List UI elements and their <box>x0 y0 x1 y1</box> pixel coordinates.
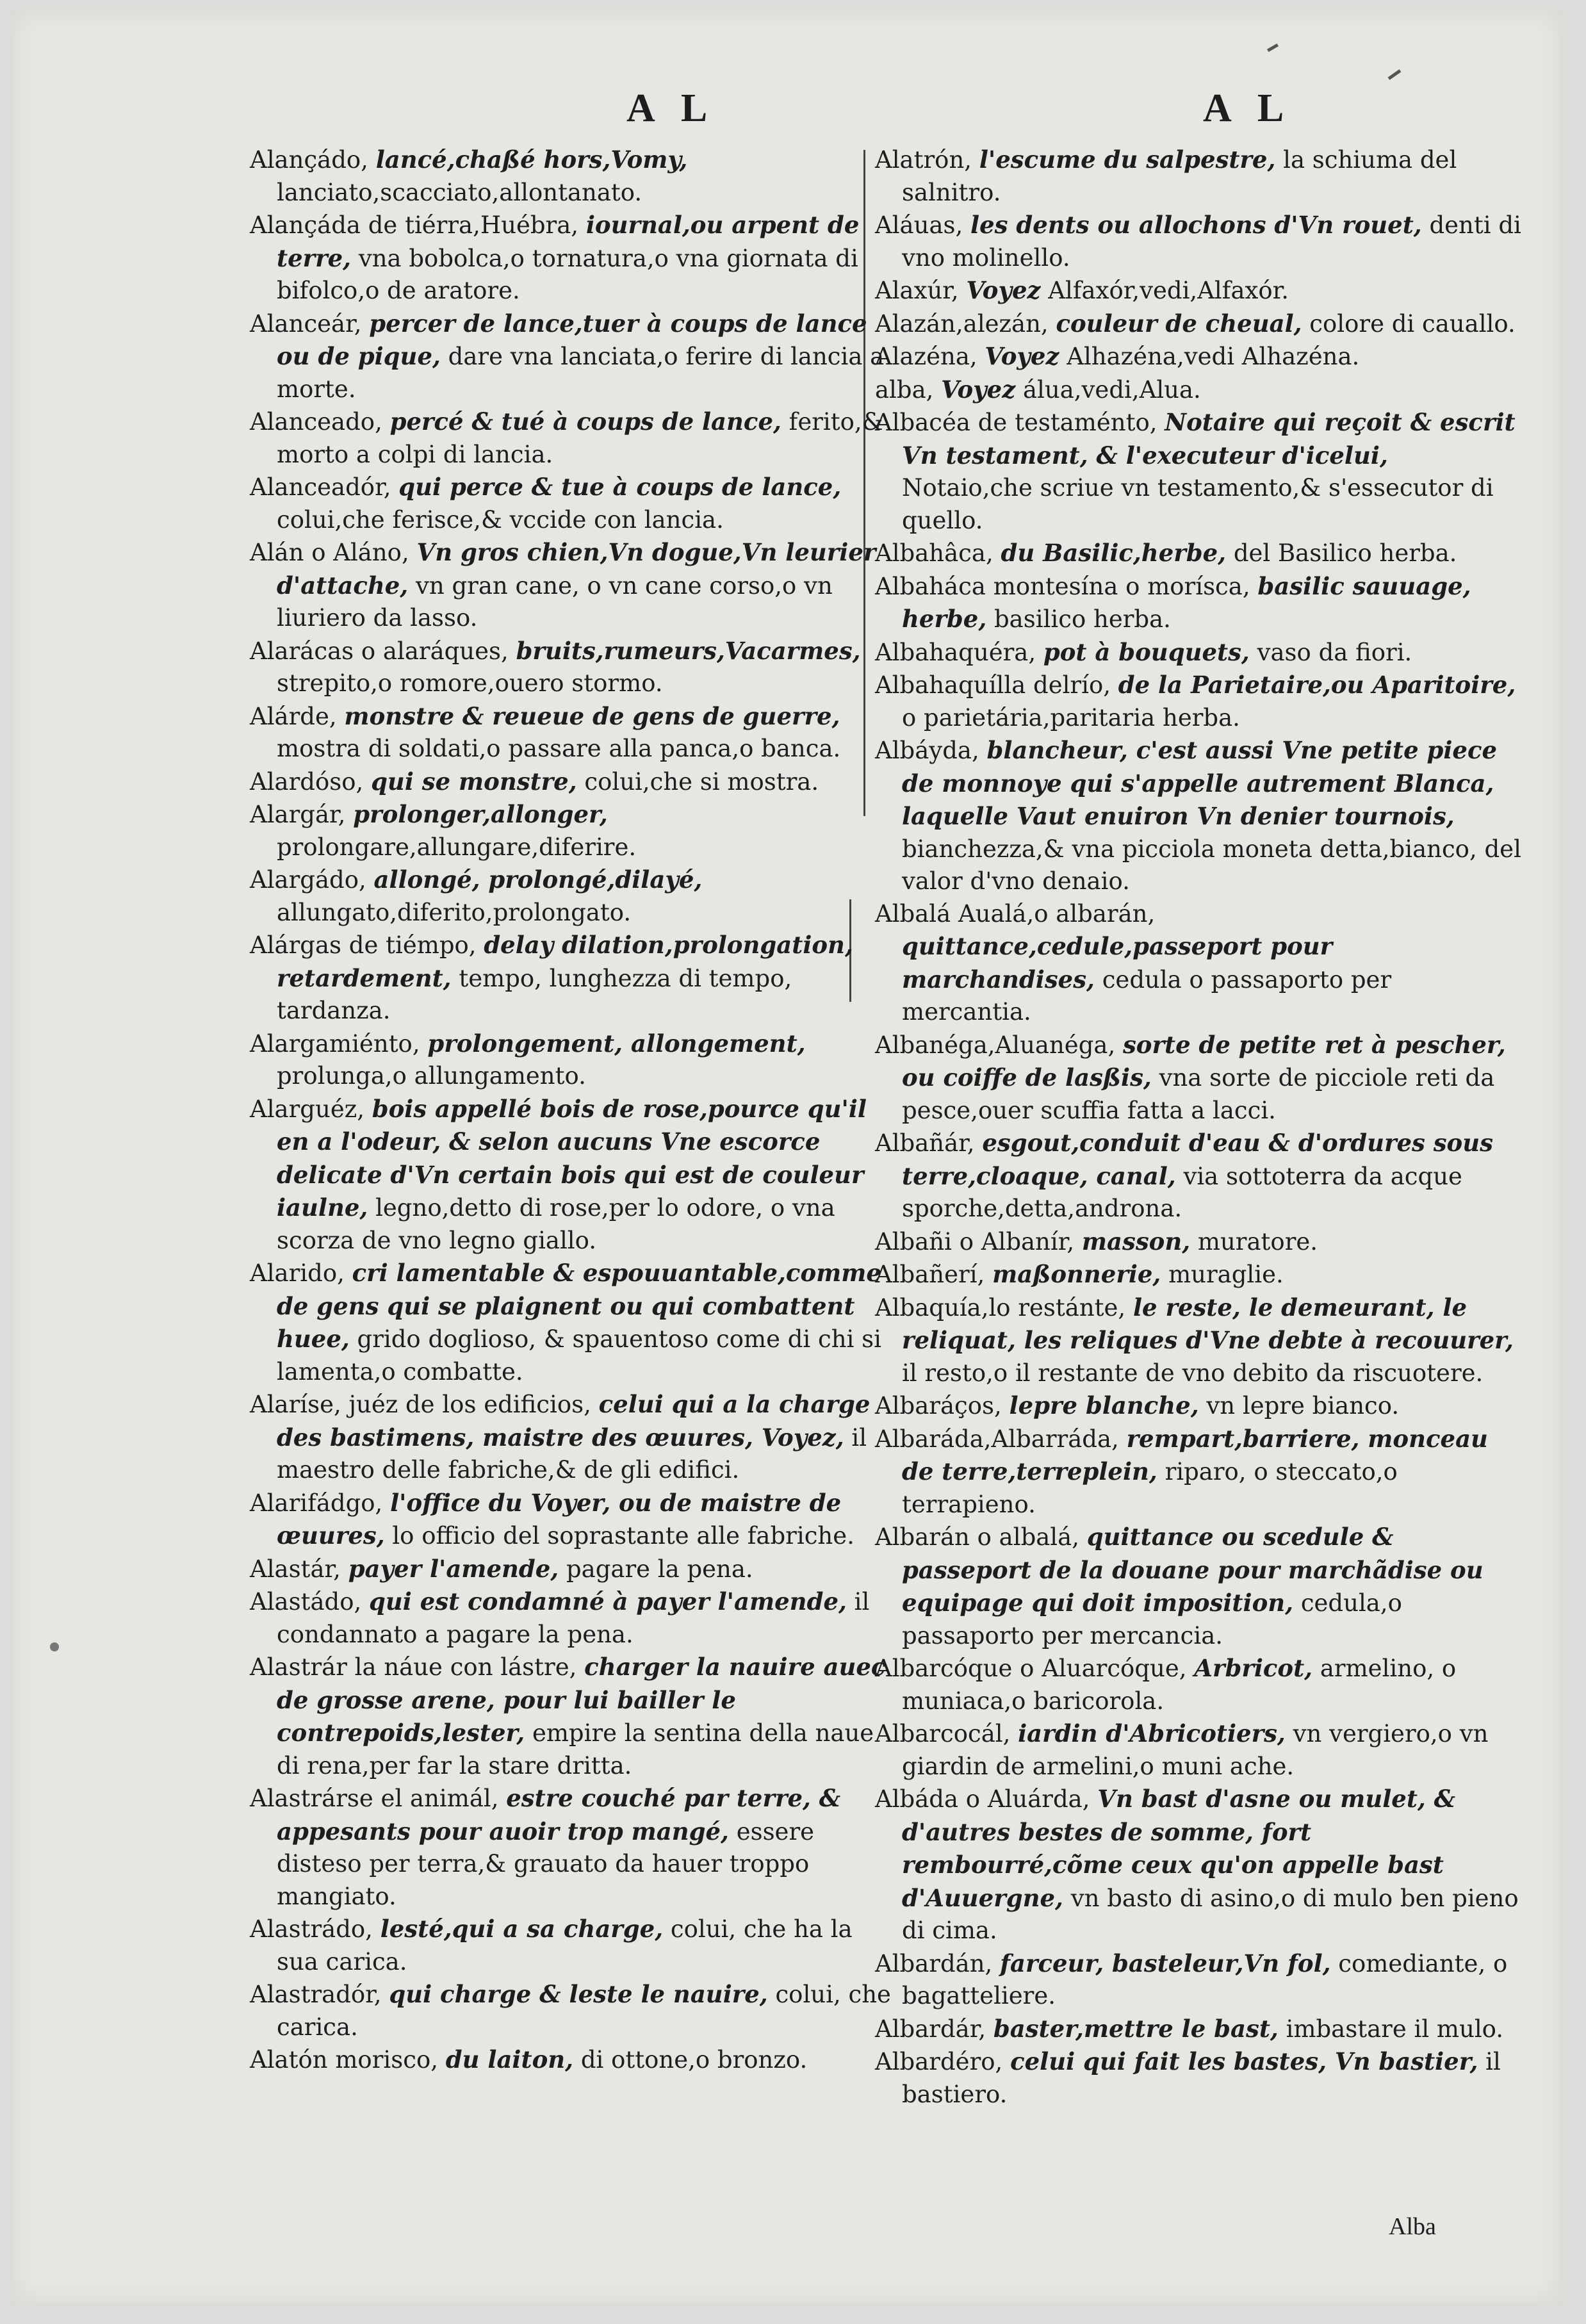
french-gloss: couleur de cheual, <box>1056 309 1302 338</box>
french-gloss: pot à bouquets, <box>1043 637 1250 666</box>
french-gloss: celui qui a la charge des bastimens, maistre des œuures, Voyez, <box>277 1390 871 1452</box>
italian-gloss: o parietária,paritaria herba. <box>902 703 1240 732</box>
headword: Alarido, <box>250 1259 345 1287</box>
headword: Alanceadór, <box>250 473 391 501</box>
catchword: Alba <box>1389 2213 1436 2240</box>
italian-gloss: imbastare il mulo. <box>1286 2015 1504 2043</box>
french-gloss: du laiton, <box>445 2045 574 2074</box>
headword: Albalá Aualá,o albarán, <box>875 899 1156 928</box>
dictionary-entry <box>875 1258 1522 1291</box>
dictionary-entry <box>250 209 897 307</box>
italian-gloss: lo officio del soprastante alle fabriche. <box>392 1522 854 1550</box>
dictionary-entry <box>250 1027 897 1093</box>
headword: Alarifádgo, <box>250 1489 383 1517</box>
italian-gloss: il condannato a pagare la pena. <box>277 1588 870 1648</box>
running-header-right: A L <box>1203 86 1293 130</box>
french-gloss: masson, <box>1081 1227 1191 1256</box>
french-gloss: les dents ou allochons d'Vn rouet, <box>970 211 1422 239</box>
french-gloss: baster,mettre le bast, <box>993 2014 1279 2043</box>
dictionary-entry <box>875 1127 1522 1225</box>
italian-gloss: di ottone,o bronzo. <box>580 2046 808 2074</box>
headword: Albanéga,Aluanéga, <box>875 1031 1116 1059</box>
italian-gloss: bianchezza,& vna picciola moneta detta,bianco, del valor d'vno denaio. <box>902 835 1521 895</box>
french-gloss: blancheur, c'est aussi Vne petite piece de monnoye qui s'appelle autrement Blanca, laquelle Vaut enuiron Vn denier tournois, <box>902 736 1498 830</box>
french-gloss: l'office du Voyer, ou de maistre de œuures, <box>277 1488 842 1550</box>
french-gloss: maßonnerie, <box>992 1260 1161 1288</box>
dictionary-entry <box>875 1225 1522 1259</box>
french-gloss: Notaire qui reçoit & escrit Vn testament, & l'executeur d'icelui, <box>902 408 1516 470</box>
headword: Alastádo, <box>250 1588 362 1616</box>
dictionary-entry <box>875 734 1522 898</box>
dictionary-entry <box>875 307 1522 341</box>
dictionary-entry <box>250 1388 897 1487</box>
italian-gloss: vn vergiero,o vn giardin de armelini,o muni ache. <box>902 1720 1489 1780</box>
french-gloss: percé & tué à coups de lance, <box>389 407 781 436</box>
dictionary-entry <box>875 209 1522 274</box>
headword: Alazán,alezán, <box>875 309 1049 338</box>
headword: Albaháca montesína o morísca, <box>875 572 1250 600</box>
french-gloss: Vn bast d'asne ou mulet, & d'autres bestes de somme, fort rembourré,cõme ceux qu'on appelle bast d'Auuergne, <box>902 1785 1456 1912</box>
italian-gloss: riparo, o steccato,o terrapieno. <box>902 1458 1398 1518</box>
italian-gloss: la schiuma del salnitro. <box>902 146 1457 206</box>
italian-gloss: vaso da fiori. <box>1257 638 1412 666</box>
french-gloss: percer de lance,tuer à coups de lance ou de pique, <box>277 309 867 370</box>
dictionary-entry <box>875 537 1522 570</box>
italian-gloss: tempo, lunghezza di tempo, tardanza. <box>277 964 792 1024</box>
dictionary-entry <box>875 2013 1522 2046</box>
dictionary-entry <box>875 2045 1522 2111</box>
headword: Aláuas, <box>875 211 963 239</box>
dictionary-entry <box>875 1423 1522 1521</box>
french-gloss: Arbricot, <box>1194 1654 1313 1682</box>
headword: Albáyda, <box>875 737 979 764</box>
dictionary-entry <box>875 669 1522 734</box>
french-gloss: payer l'amende, <box>348 1554 559 1583</box>
french-gloss: iournal,ou arpent de terre, <box>277 211 860 272</box>
dictionary-entry <box>250 1257 897 1388</box>
dictionary-entry <box>875 143 1522 209</box>
italian-gloss: lanciato,scacciato,allontanato. <box>277 178 642 206</box>
french-gloss: estre couché par terre, & appesants pour auoir trop mangé, <box>277 1784 841 1845</box>
french-gloss: Voyez <box>966 276 1041 304</box>
dictionary-entry <box>250 1553 897 1586</box>
dictionary-entry <box>250 1585 897 1651</box>
italian-gloss: colui,che si mostra. <box>584 767 819 796</box>
french-gloss: Voyez <box>941 375 1016 404</box>
french-gloss: de la Parietaire,ou Aparitoire, <box>1118 671 1516 699</box>
headword: Alárde, <box>250 702 337 730</box>
headword: Alastrár la náue con lástre, <box>250 1653 577 1681</box>
italian-gloss: cedula,o passaporto per mercancia. <box>902 1589 1402 1649</box>
headword: Albahaquéra, <box>875 638 1036 666</box>
headword: Albañár, <box>875 1129 975 1157</box>
italian-gloss: strepito,o romore,ouero stormo. <box>277 669 663 697</box>
italian-gloss: prolongare,allungare,diferire. <box>277 833 637 861</box>
italian-gloss: legno,detto di rose,per lo odore, o vna scorza de vno legno giallo. <box>277 1194 835 1254</box>
french-gloss: bois appellé bois de rose,pource qu'il en a l'odeur, & selon aucuns Vne escorce delicate d'Vn certain bois qui est de couleur iaulne, <box>277 1094 867 1222</box>
dictionary-entry <box>250 536 897 635</box>
headword: Alançádo, <box>250 146 368 174</box>
dictionary-entry <box>250 1093 897 1257</box>
french-gloss: farceur, basteleur,Vn fol, <box>1000 1949 1331 1977</box>
italian-gloss: comediante, o bagatteliere. <box>902 1949 1508 2009</box>
dictionary-entry <box>875 1717 1522 1783</box>
headword: Alatón morisco, <box>250 2046 438 2074</box>
italian-gloss: il bastiero. <box>902 2048 1501 2108</box>
dictionary-entry <box>250 1651 897 1782</box>
french-gloss: lesté,qui a sa charge, <box>380 1915 664 1943</box>
headword: Alançáda de tiérra,Huébra, <box>250 211 579 239</box>
dictionary-entry <box>875 1652 1522 1717</box>
headword: Albacéa de testaménto, <box>875 409 1157 436</box>
italian-gloss: essere disteso per terra,& grauato da hauer troppo mangiato. <box>277 1817 815 1910</box>
headword: Albarcocál, <box>875 1720 1011 1747</box>
dictionary-entry <box>250 798 897 863</box>
headword: Alanceado, <box>250 408 382 436</box>
headword: Alatrón, <box>875 146 972 174</box>
headword: Alargamiénto, <box>250 1029 420 1058</box>
italian-gloss: via sottoterra da acque sporche,detta,androna. <box>902 1162 1462 1222</box>
dictionary-entry <box>875 274 1522 307</box>
italian-gloss: álua,vedi,Alua. <box>1022 375 1201 404</box>
french-gloss: celui qui fait les bastes, Vn bastier, <box>1010 2047 1478 2075</box>
italian-gloss: empire la sentina della naue di rena,per far la stare dritta. <box>277 1719 874 1780</box>
running-header-left: A L <box>626 86 717 130</box>
italian-gloss: mostra di soldati,o passare alla panca,o banca. <box>277 735 841 762</box>
italian-gloss: armelino, o muniaca,o baricorola. <box>902 1655 1457 1715</box>
italian-gloss: il resto,o il restante de vno debito da riscuotere. <box>902 1359 1484 1387</box>
headword: Albardán, <box>875 1949 993 1977</box>
italian-gloss: del Basilico herba. <box>1233 539 1457 567</box>
headword: Alazéna, <box>875 343 977 370</box>
italian-gloss: cedula o passaporto per mercantia. <box>902 965 1392 1026</box>
headword: Alardóso, <box>250 767 364 796</box>
italian-gloss: Alhazéna,vedi Alhazéna. <box>1067 343 1360 370</box>
dictionary-page <box>12 9 1562 2305</box>
italian-gloss: colore di cauallo. <box>1309 309 1516 338</box>
italian-gloss: dare vna lanciata,o ferire di lancia a morte. <box>277 343 885 403</box>
italian-gloss: colui, che ha la sua carica. <box>277 1915 853 1976</box>
dictionary-entry <box>250 635 897 700</box>
dictionary-entry <box>875 1029 1522 1127</box>
dictionary-entry <box>250 307 897 406</box>
dictionary-entry <box>250 405 897 471</box>
dictionary-entry <box>250 471 897 536</box>
ink-speck <box>50 1642 59 1651</box>
dictionary-entry <box>875 340 1522 373</box>
italian-gloss: vn gran cane, o vn cane corso,o vn liuriero da lasso. <box>277 571 833 632</box>
headword: Albaquía,lo restánte, <box>875 1293 1126 1322</box>
dictionary-entry <box>250 1782 897 1913</box>
french-gloss: charger la nauire auec de grosse arene, pour lui bailler le contrepoids,lester, <box>277 1653 886 1747</box>
french-gloss: delay dilation,prolongation, retardement, <box>277 931 853 992</box>
italian-gloss: muraglie. <box>1168 1261 1284 1288</box>
french-gloss: l'escume du salpestre, <box>979 145 1276 174</box>
french-gloss: Voyez <box>985 342 1059 370</box>
french-gloss: qui charge & leste le nauire, <box>389 1980 768 2008</box>
dictionary-entry <box>875 1389 1522 1423</box>
french-gloss: quittance,cedule,passeport pour marchandises, <box>902 932 1333 994</box>
ink-speck <box>1388 69 1402 80</box>
dictionary-entry <box>875 570 1522 636</box>
dictionary-entry <box>875 373 1522 407</box>
headword: Albarán o albalá, <box>875 1523 1079 1551</box>
italian-gloss: vna sorte de picciole reti da pesce,ouer scuffia fatta a lacci. <box>902 1064 1495 1124</box>
french-gloss: Vn gros chien,Vn dogue,Vn leurier d'attache, <box>277 538 876 600</box>
italian-gloss: il maestro delle fabriche,& de gli edifici. <box>277 1423 867 1484</box>
french-gloss: prolonger,allonger, <box>353 800 608 828</box>
right-column <box>875 143 1522 2111</box>
headword: Alarguéz, <box>250 1095 364 1123</box>
french-gloss: bruits,rumeurs,Vacarmes, <box>516 636 861 665</box>
headword: Albardár, <box>875 2015 986 2043</box>
headword: Alaríse, juéz de los edificios, <box>250 1391 591 1418</box>
dictionary-entry <box>250 765 897 799</box>
headword: Albardéro, <box>875 2048 1003 2075</box>
headword: Alaxúr, <box>875 277 959 304</box>
headword: Alastár, <box>250 1555 341 1583</box>
dictionary-entry <box>875 1947 1522 2013</box>
dictionary-entry <box>250 863 897 929</box>
french-gloss: lancé,chaßé hors,Vomy, <box>375 145 688 174</box>
french-gloss: qui se monstre, <box>371 767 577 796</box>
dictionary-entry <box>875 1291 1522 1390</box>
italian-gloss: allungato,diferito,prolongato. <box>277 898 632 926</box>
french-gloss: iardin d'Abricotiers, <box>1018 1719 1286 1747</box>
french-gloss: esgout,conduit d'eau & d'ordures sous terre,cloaque, canal, <box>902 1129 1493 1190</box>
italian-gloss: colui,che ferisce,& vccide con lancia. <box>277 505 724 534</box>
french-gloss: monstre & reueue de gens de guerre, <box>344 701 840 730</box>
dictionary-entry <box>250 929 897 1027</box>
french-gloss: lepre blanche, <box>1009 1391 1199 1420</box>
dictionary-entry <box>250 1913 897 1978</box>
left-column <box>250 143 897 2077</box>
italian-gloss: Notaio,che scriue vn testamento,& s'essecutor di quello. <box>902 474 1494 534</box>
headword: Alastrárse el animál, <box>250 1785 499 1812</box>
headword: Alastradór, <box>250 1981 382 2008</box>
italian-gloss: grido doglioso, & spauentoso come di chi si lamenta,o combatte. <box>277 1325 881 1386</box>
dictionary-entry <box>875 636 1522 669</box>
headword: Albahaquílla delrío, <box>875 671 1111 699</box>
dictionary-entry <box>250 2043 897 2077</box>
italian-gloss: vn basto di asino,o di mulo ben pieno di cima. <box>902 1884 1519 1944</box>
italian-gloss: vn lepre bianco. <box>1206 1392 1400 1420</box>
french-gloss: sorte de petite ret à pescher, ou coiffe de lasßis, <box>902 1030 1506 1092</box>
french-gloss: du Basilic,herbe, <box>1001 539 1227 567</box>
french-gloss: quittance ou scedule & passeport de la douane pour marchãdise ou equipage qui doit imposition, <box>902 1523 1484 1617</box>
headword: Alargádo, <box>250 866 366 894</box>
french-gloss: rempart,barriere, monceau de terre,terreplein, <box>902 1424 1488 1485</box>
italian-gloss: vna bobolca,o tornatura,o vna giornata di bifolco,o de aratore. <box>277 244 858 304</box>
dictionary-entry <box>875 898 1522 1029</box>
headword: Albañerí, <box>875 1261 985 1288</box>
italian-gloss: denti di vno molinello. <box>902 211 1521 272</box>
headword: Albahâca, <box>875 539 993 567</box>
dictionary-entry <box>250 1978 897 2043</box>
french-gloss: basilic sauuage, herbe, <box>902 571 1471 633</box>
dictionary-entry <box>875 406 1522 537</box>
headword: Alarácas o alaráques, <box>250 637 509 665</box>
dictionary-entry <box>250 1487 897 1553</box>
dictionary-entry <box>250 700 897 765</box>
headword: Alanceár, <box>250 309 362 338</box>
ink-speck <box>1267 44 1279 52</box>
italian-gloss: basilico herba. <box>994 605 1171 633</box>
french-gloss: allongé, prolongé,dilayé, <box>373 865 703 894</box>
headword: Albañi o Albanír, <box>875 1227 1075 1256</box>
italian-gloss: muratore. <box>1197 1227 1318 1256</box>
headword: Alastrádo, <box>250 1915 373 1943</box>
italian-gloss: colui, che carica. <box>277 1981 891 2041</box>
headword: Albáda o Aluárda, <box>875 1785 1090 1813</box>
headword: Alárgas de tiémpo, <box>250 931 477 959</box>
dictionary-entry <box>875 1521 1522 1652</box>
french-gloss: le reste, le demeurant, le reliquat, les reliques d'Vne debte à recouurer, <box>902 1293 1514 1354</box>
italian-gloss: Alfaxór,vedi,Alfaxór. <box>1048 277 1289 304</box>
headword: alba, <box>875 375 934 404</box>
dictionary-entry <box>250 143 897 209</box>
italian-gloss: ferito,& morto a colpi di lancia. <box>277 408 883 468</box>
headword: Albaráços, <box>875 1392 1002 1420</box>
italian-gloss: pagare la pena. <box>566 1555 753 1583</box>
headword: Albaráda,Albarráda, <box>875 1425 1119 1453</box>
french-gloss: prolongement, allongement, <box>427 1029 806 1058</box>
headword: Alargár, <box>250 801 346 828</box>
headword: Albarcóque o Aluarcóque, <box>875 1655 1187 1682</box>
french-gloss: qui est condamné à payer l'amende, <box>369 1587 847 1616</box>
italian-gloss: prolunga,o allungamento. <box>277 1062 586 1090</box>
headword: Alán o Aláno, <box>250 539 409 566</box>
dictionary-entry <box>875 1783 1522 1947</box>
french-gloss: qui perce & tue à coups de lance, <box>398 473 842 501</box>
french-gloss: cri lamentable & espouuantable,comme de gens qui se plaignent ou qui combattent huee, <box>277 1259 881 1353</box>
